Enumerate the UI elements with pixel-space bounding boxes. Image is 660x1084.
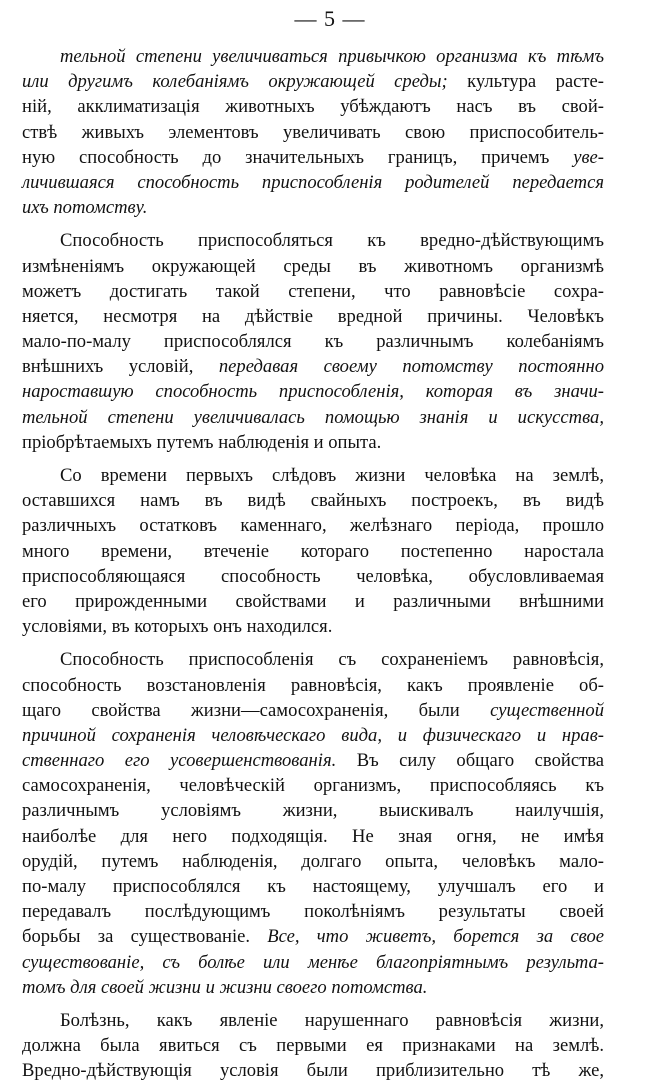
text-segment: внѣшнихъ условій, [22, 356, 219, 378]
text-line [22, 1058, 604, 1083]
text-segment: пріобрѣтаемыхъ путемъ наблюденія и опыта. [22, 431, 382, 453]
text-line [22, 975, 604, 1000]
text-segment: можетъ достигать такой степени, что равновѣсіе сохра- [22, 280, 604, 302]
text-segment: приспособляющаяся способность человѣка, обусловливаемая [22, 565, 604, 587]
text-segment: орудій, путемъ наблюденія, долгаго опыта, человѣкъ мало- [22, 850, 604, 872]
italic-segment: Все, что живетъ, борется за свое [267, 926, 604, 948]
text-line [22, 463, 604, 488]
text-line [22, 279, 604, 304]
text-segment: щаго свойства жизни—самосохраненія, были [22, 699, 491, 721]
paragraph-gap [22, 1000, 604, 1008]
italic-segment: причиной сохраненія человѣческаго вида, и физическаго и нрав- [22, 724, 604, 746]
text-line [22, 589, 604, 614]
text-segment: способность возстановленія равновѣсія, какъ проявленіе об- [22, 674, 604, 696]
text-line [22, 564, 604, 589]
text-line [22, 379, 604, 404]
text-segment: условіями, въ которыхъ онъ находился. [22, 616, 333, 638]
paragraph [22, 1008, 604, 1084]
text-line [22, 94, 604, 119]
text-segment: Болѣзнь, какъ явленіе нарушеннаго равновѣсія жизни, [60, 1009, 604, 1031]
paragraph-gap [22, 639, 604, 647]
text-segment: ній, акклиматизація животныхъ убѣждаютъ насъ въ свой- [22, 96, 604, 118]
text-line [22, 924, 604, 949]
text-line [22, 824, 604, 849]
text-line [22, 254, 604, 279]
text-segment: Вредно-дѣйствующія условія были приблизительно тѣ же, [22, 1060, 604, 1082]
italic-segment: передавая своему потомству постоянно [218, 356, 604, 378]
text-segment: много времени, втеченіе котораго постепенно наростала [22, 540, 604, 562]
text-segment: измѣненіямъ окружающей среды въ животномъ организмѣ [22, 255, 604, 277]
paragraph [22, 228, 604, 455]
text-segment: различныхъ остатковъ каменнаго, желѣзнаго періода, прошло [22, 515, 604, 537]
text-line [22, 488, 604, 513]
text-line [22, 748, 604, 773]
text-segment: Способность приспособленія съ сохраненіемъ равновѣсія, [60, 649, 604, 671]
text-line [22, 44, 604, 69]
paragraph [22, 44, 604, 220]
text-segment: ную способность до значительныхъ границъ, причемъ [22, 146, 574, 168]
paragraph-gap [22, 220, 604, 228]
text-segment: оставшихся намъ въ видѣ свайныхъ построекъ, въ видѣ [22, 490, 604, 512]
text-line [22, 950, 604, 975]
italic-segment: или другимъ колебаніямъ окружающей среды; [22, 71, 448, 93]
italic-segment: тельной степени увеличивалась помощью знанія и искусства, [22, 406, 604, 428]
text-segment: различнымъ условіямъ жизни, выискивалъ наилучшія, [22, 800, 604, 822]
text-line [22, 430, 604, 455]
text-segment: мало-по-малу приспособлялся къ различнымъ колебаніямъ [22, 331, 604, 353]
paragraph [22, 463, 604, 639]
text-segment: ствѣ живыхъ элементовъ увеличивать свою приспособитель- [22, 121, 604, 143]
text-line [22, 405, 604, 430]
page-number: — 5 — [294, 6, 366, 31]
text-line [22, 195, 604, 220]
text-segment: по-малу приспособлялся къ настоящему, улучшалъ его и [22, 876, 604, 897]
text-segment: Способность приспособляться къ вредно-дѣйствующимъ [60, 230, 604, 252]
text-line [22, 354, 604, 379]
text-line [22, 539, 604, 564]
text-segment: наиболѣе для него подходящія. Не зная огня, не имѣя [22, 825, 604, 847]
text-segment: передавалъ послѣдующимъ поколѣніямъ результаты своей [22, 901, 604, 923]
text-line [22, 773, 604, 798]
text-line [22, 228, 604, 253]
text-line [22, 673, 604, 698]
italic-segment: тельной степени увеличиваться привычкою организма къ тѣмъ [60, 46, 604, 67]
paragraph-gap [22, 455, 604, 463]
text-line [22, 1008, 604, 1033]
italic-segment: ственнаго его усовершенствованія. [22, 750, 337, 772]
text-line [22, 874, 604, 899]
paragraph [22, 647, 604, 1000]
text-segment: Со времени первыхъ слѣдовъ жизни человѣка на землѣ, [60, 465, 604, 486]
text-segment: должна была явиться съ первыми ея признаками на землѣ. [22, 1035, 604, 1057]
italic-segment: ихъ потомству. [22, 197, 148, 219]
text-segment: Въ силу общаго свойства [336, 750, 604, 772]
text-line [22, 513, 604, 538]
italic-segment: томъ для своей жизни и жизни своего потомства. [22, 976, 428, 998]
text-line [22, 723, 604, 748]
text-line [22, 329, 604, 354]
italic-segment: существованіе, съ болѣе или менѣе благопріятнымъ результа- [22, 951, 604, 973]
text-line [22, 69, 604, 94]
text-segment: самосохраненія, человѣческій организмъ, приспособляясь къ [22, 775, 604, 797]
text-line [22, 120, 604, 145]
text-line [22, 145, 604, 170]
italic-segment: наростaвшую способность приспособленія, которая въ значи- [22, 381, 604, 403]
text-line [22, 170, 604, 195]
text-line [22, 614, 604, 639]
text-line [22, 647, 604, 672]
text-segment: культура расте- [447, 71, 604, 93]
text-segment: борьбы за существованіе. [22, 926, 268, 948]
text-line [22, 1033, 604, 1058]
italic-segment: существенной [490, 699, 604, 721]
page-body [22, 44, 604, 1084]
italic-segment: личившаяся способность приспособленія родителей передается [22, 171, 604, 193]
text-line [22, 798, 604, 823]
text-line [22, 698, 604, 723]
text-segment: его прирожденными свойствами и различными внѣшними [22, 590, 604, 612]
text-segment: няется, несмотря на дѣйствіе вредной причины. Человѣкъ [22, 305, 604, 327]
italic-segment: уве- [573, 146, 604, 168]
text-line [22, 899, 604, 924]
text-line [22, 304, 604, 329]
text-line [22, 849, 604, 874]
